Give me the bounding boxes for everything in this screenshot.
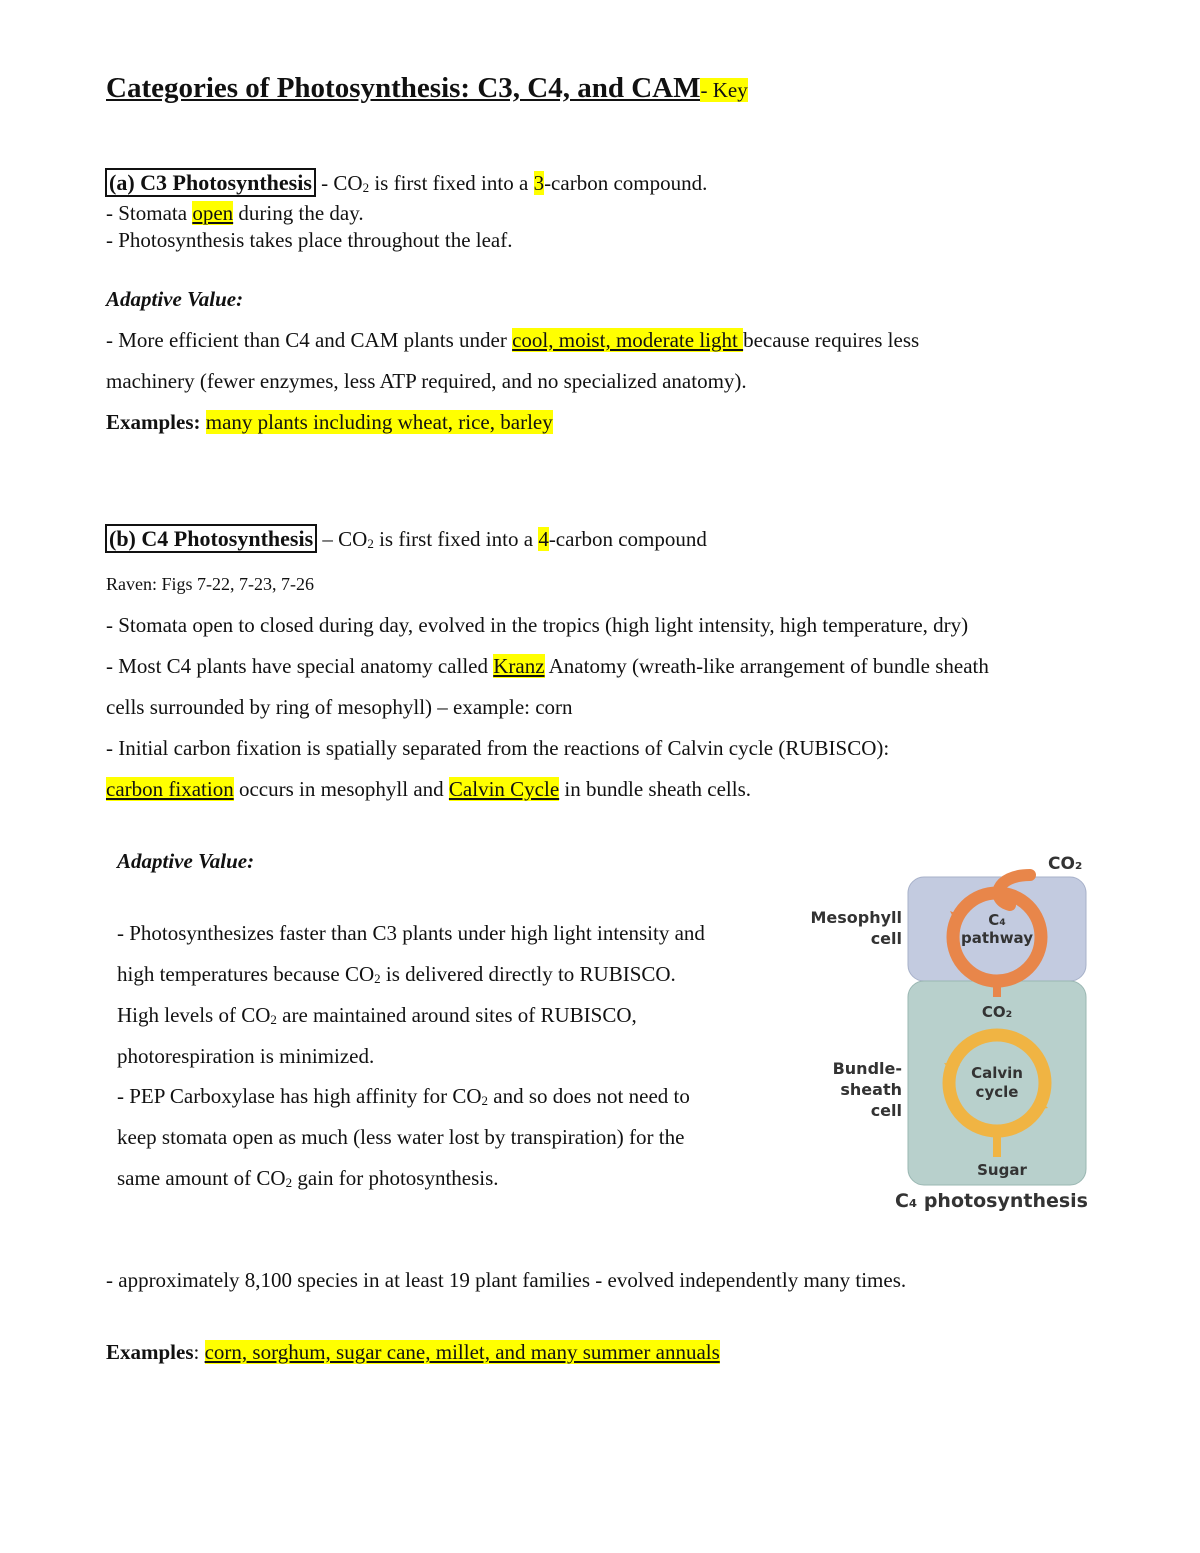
bundle-label-line3: cell bbox=[870, 1101, 902, 1120]
c4-adaptive-text: High levels of CO bbox=[117, 1003, 271, 1027]
c4-adaptive-line4: photorespiration is minimized. bbox=[117, 1044, 375, 1068]
c4-pathway-label-line1: C₄ bbox=[988, 911, 1006, 929]
c3-stomata bbox=[106, 201, 364, 226]
c3-adaptive-label: Adaptive Value: bbox=[106, 287, 244, 311]
co2-subscript: 2 bbox=[285, 1175, 293, 1190]
c4-adaptive-line1: - Photosynthesizes faster than C3 plants under high light intensity and bbox=[117, 921, 705, 945]
c4-adaptive-line3 bbox=[117, 1003, 637, 1028]
bundle-label-line1: Bundle- bbox=[832, 1059, 902, 1078]
c4-adaptive-text: is delivered directly to RUBISCO. bbox=[380, 962, 676, 986]
c4-adaptive-line5 bbox=[117, 1084, 690, 1109]
c4-adaptive-text: and so does not need to bbox=[488, 1084, 690, 1108]
c4-pathway-label-line2: pathway bbox=[960, 929, 1034, 947]
co2-top-label: CO₂ bbox=[1048, 854, 1083, 874]
title-key: - Key bbox=[700, 78, 748, 102]
c4-adaptive-text: - PEP Carboxylase has high affinity for CO bbox=[117, 1084, 482, 1108]
c4-kranz-line2: cells surrounded by ring of mesophyll) – example: corn bbox=[106, 695, 573, 719]
c4-adaptive-line7 bbox=[117, 1166, 499, 1191]
c4-photosynthesis-diagram bbox=[800, 845, 1100, 1220]
calvin-label-line2: cycle bbox=[975, 1083, 1019, 1101]
c3-adaptive-highlight: cool, moist, moderate light bbox=[512, 328, 744, 352]
c4-intro-text: – CO bbox=[317, 527, 368, 551]
calvin-label-line1: Calvin bbox=[971, 1064, 1023, 1082]
c4-carbon-count: 4 bbox=[538, 527, 549, 551]
c4-raven-reference: Raven: Figs 7-22, 7-23, 7-26 bbox=[106, 574, 314, 594]
mesophyll-label-line2: cell bbox=[870, 929, 902, 948]
c3-stomata-text: - Stomata bbox=[106, 201, 193, 225]
c4-fixation-sites bbox=[106, 777, 751, 802]
c3-adaptive-text: - More efficient than C4 and CAM plants under bbox=[106, 328, 513, 352]
figure-caption: C₄ photosynthesis bbox=[894, 1190, 1088, 1212]
bundle-label-line2: sheath bbox=[840, 1080, 902, 1099]
co2-subscript: 2 bbox=[367, 536, 374, 551]
c3-adaptive-text: because requires less bbox=[743, 328, 920, 352]
c4-adaptive-text: gain for photosynthesis. bbox=[292, 1166, 499, 1190]
c4-adaptive-line6: keep stomata open as much (less water lost by transpiration) for the bbox=[117, 1125, 685, 1149]
c4-intro-text: is first fixed into a bbox=[373, 527, 539, 551]
c4-carbon-fixation-highlight: carbon fixation bbox=[106, 777, 234, 801]
c3-adaptive-line1 bbox=[106, 328, 919, 353]
c3-examples-label: Examples: bbox=[106, 410, 201, 434]
c4-examples-value: corn, sorghum, sugar cane, millet, and many summer annuals bbox=[204, 1340, 720, 1364]
c3-intro-text: - CO bbox=[315, 171, 363, 195]
c3-adaptive-line2: machinery (fewer enzymes, less ATP required, and no specialized anatomy). bbox=[106, 369, 747, 393]
c4-fixation-text: occurs in mesophyll and bbox=[233, 777, 449, 801]
c4-heading-line bbox=[105, 526, 707, 552]
c4-species-count: - approximately 8,100 species in at least 19 plant families - evolved independently many times. bbox=[106, 1268, 907, 1292]
sugar-label: Sugar bbox=[977, 1161, 1027, 1179]
co2-subscript: 2 bbox=[362, 180, 370, 195]
c4-examples-label: Examples bbox=[106, 1340, 194, 1364]
co2-subscript: 2 bbox=[374, 971, 381, 986]
co2-subscript: 2 bbox=[481, 1093, 489, 1108]
title-main: Categories of Photosynthesis: C3, C4, and CAM bbox=[106, 72, 701, 104]
document-title bbox=[106, 72, 748, 105]
c4-adaptive-text: are maintained around sites of RUBISCO, bbox=[276, 1003, 637, 1027]
c4-examples bbox=[106, 1340, 720, 1365]
c4-initial-fixation: - Initial carbon fixation is spatially separated from the reactions of Calvin cycle (RUBISCO): bbox=[106, 736, 890, 760]
c3-stomata-highlight: open bbox=[192, 201, 234, 225]
c4-adaptive-line2 bbox=[117, 962, 676, 987]
c3-intro-text: is first fixed into a bbox=[369, 171, 534, 195]
c4-heading: (b) C4 Photosynthesis bbox=[105, 524, 317, 553]
c4-kranz-line1 bbox=[106, 654, 989, 679]
c4-calvin-cycle-highlight: Calvin Cycle bbox=[448, 777, 560, 801]
c4-adaptive-label: Adaptive Value: bbox=[117, 849, 255, 873]
co2-mid-label: CO₂ bbox=[981, 1003, 1013, 1021]
c3-leaf: - Photosynthesis takes place throughout the leaf. bbox=[106, 228, 513, 252]
c3-examples-value: many plants including wheat, rice, barley bbox=[205, 410, 553, 434]
c4-examples-colon: : bbox=[193, 1340, 205, 1364]
c4-kranz-highlight: Kranz bbox=[493, 654, 545, 678]
c4-kranz-text: - Most C4 plants have special anatomy called bbox=[106, 654, 494, 678]
c4-adaptive-text: high temperatures because CO bbox=[117, 962, 375, 986]
c4-intro-text: -carbon compound bbox=[548, 527, 707, 551]
c3-examples bbox=[106, 410, 553, 435]
c3-heading: (a) C3 Photosynthesis bbox=[105, 168, 316, 197]
c4-kranz-text: Anatomy (wreath-like arrangement of bundle sheath bbox=[544, 654, 989, 678]
c4-adaptive-text: same amount of CO bbox=[117, 1166, 286, 1190]
c3-stomata-text: during the day. bbox=[233, 201, 364, 225]
c4-fixation-text: in bundle sheath cells. bbox=[559, 777, 752, 801]
c3-heading-line bbox=[105, 170, 707, 196]
c3-intro-text: -carbon compound. bbox=[544, 171, 708, 195]
mesophyll-label-line1: Mesophyll bbox=[810, 908, 902, 927]
co2-subscript: 2 bbox=[270, 1012, 277, 1027]
c4-stomata: - Stomata open to closed during day, evolved in the tropics (high light intensity, high temperature, dry) bbox=[106, 613, 969, 637]
c3-carbon-count: 3 bbox=[533, 171, 545, 195]
